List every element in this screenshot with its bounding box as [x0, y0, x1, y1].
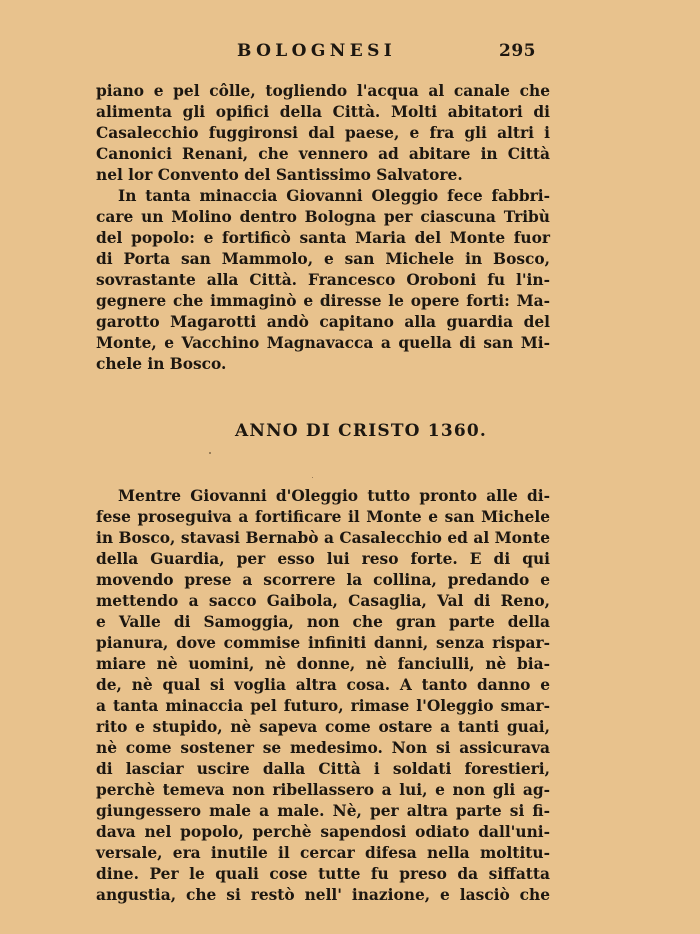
text-line: piano e pel côlle, togliendo l'acqua al canale che: [96, 82, 550, 100]
paragraph-first-line: Mentre Giovanni d'Oleggio tutto pronto alle di-: [118, 487, 550, 505]
text-line: alimenta gli opifici della Città. Molti abitatori di: [96, 103, 550, 121]
text-line: de, nè qual si voglia altra cosa. A tanto danno e: [96, 676, 550, 694]
ink-speck: [312, 477, 313, 478]
text-line: gegnere che immaginò e diresse le opere forti: Ma-: [96, 292, 550, 310]
text-line: del popolo: e fortificò santa Maria del Monte fuor: [96, 229, 550, 247]
text-line: perchè temeva non ribellassero a lui, e non gli ag-: [96, 781, 550, 799]
text-line: movendo prese a scorrere la collina, predando e: [96, 571, 550, 589]
text-line: a tanta minaccia pel futuro, rimase l'Oleggio smar-: [96, 697, 550, 715]
running-title: BOLOGNESI: [237, 41, 397, 61]
text-line: e Valle di Samoggia, non che gran parte della: [96, 613, 550, 631]
text-line: nel lor Convento del Santissimo Salvatore.: [96, 166, 463, 184]
text-line: della Guardia, per esso lui reso forte. E di qui: [96, 550, 550, 568]
text-line: Monte, e Vacchino Magnavacca a quella di san Mi-: [96, 334, 550, 352]
text-line: di Porta san Mammolo, e san Michele in Bosco,: [96, 250, 550, 268]
text-line: versale, era inutile il cercar difesa nella moltitu-: [96, 844, 550, 862]
text-line: dine. Per le quali cose tutte fu preso da siffatta: [96, 865, 550, 883]
text-line: chele in Bosco.: [96, 355, 227, 373]
body-text-section-2: [96, 486, 550, 906]
text-line: mettendo a sacco Gaibola, Casaglia, Val di Reno,: [96, 592, 550, 610]
page-header: [0, 41, 700, 69]
text-line: di lasciar uscire dalla Città i soldati forestieri,: [96, 760, 550, 778]
text-line: giungessero male a male. Nè, per altra parte si fi-: [96, 802, 550, 820]
text-line: garotto Magarotti andò capitano alla guardia del: [96, 313, 550, 331]
text-line: Casalecchio fuggironsi dal paese, e fra gli altri i: [96, 124, 550, 142]
text-line: angustia, che si restò nell' inazione, e lasciò che: [96, 886, 550, 904]
body-text-section-1: [96, 81, 550, 375]
page-number: 295: [499, 41, 536, 61]
text-line: in Bosco, stavasi Bernabò a Casalecchio ed al Monte: [96, 529, 550, 547]
text-line: pianura, dove commise infiniti danni, senza rispar-: [96, 634, 550, 652]
text-line: rito e stupido, nè sapeva come ostare a tanti guai,: [96, 718, 550, 736]
text-line: Canonici Renani, che vennero ad abitare in Città: [96, 145, 550, 163]
paragraph-first-line: In tanta minaccia Giovanni Oleggio fece fabbri-: [118, 187, 550, 205]
text-line: care un Molino dentro Bologna per ciascuna Tribù: [96, 208, 550, 226]
text-line: sovrastante alla Città. Francesco Oroboni fu l'in-: [96, 271, 550, 289]
text-line: miare nè uomini, nè donne, nè fanciulli, nè bia-: [96, 655, 550, 673]
text-line: dava nel popolo, perchè sapendosi odiato dall'uni-: [96, 823, 550, 841]
text-line: fese proseguiva a fortificare il Monte e san Michele: [96, 508, 550, 526]
ink-speck: [209, 452, 211, 454]
year-heading: ANNO DI CRISTO 1360.: [234, 421, 488, 441]
text-line: nè come sostener se medesimo. Non si assicurava: [96, 739, 550, 757]
